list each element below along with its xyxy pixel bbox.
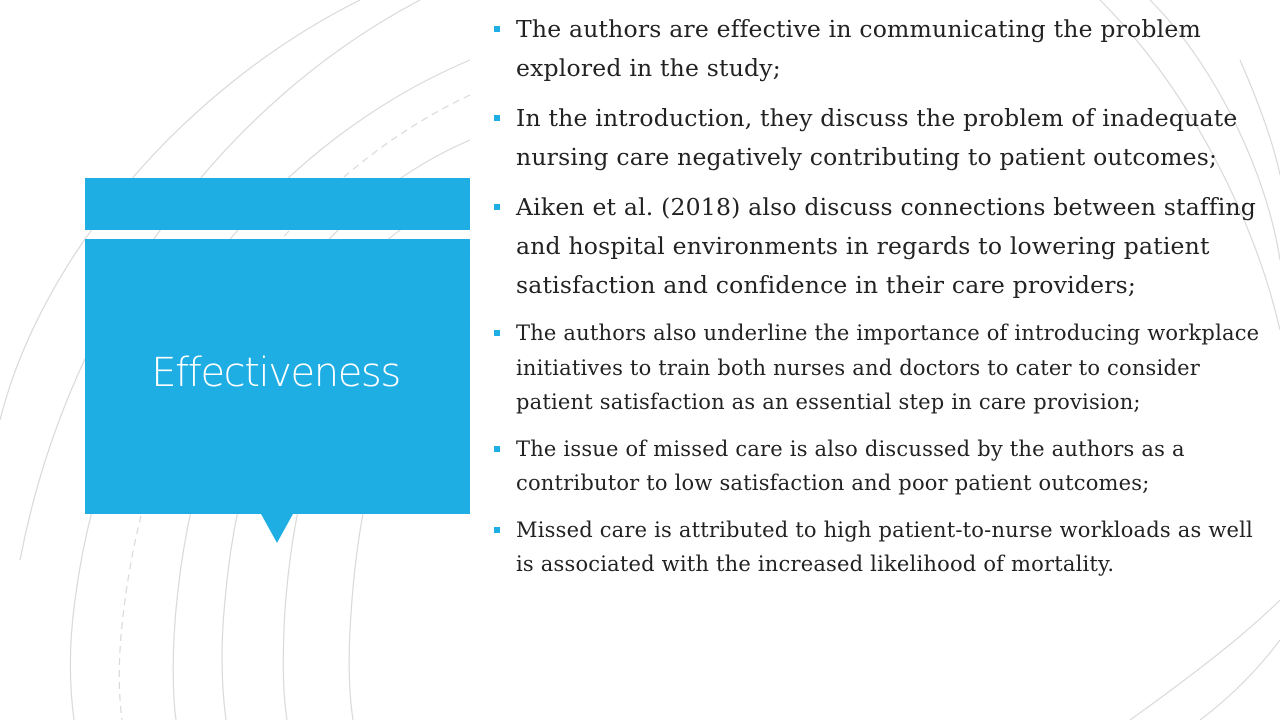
- bullet-text: Missed care is attributed to high patient-to-nurse workloads as well is associated with the increased likelihood of mortality.: [516, 517, 1253, 577]
- bullet-item: [492, 513, 1272, 582]
- title-box: [85, 239, 470, 514]
- square-bullet-icon: [494, 26, 500, 32]
- square-bullet-icon: [494, 446, 500, 452]
- square-bullet-icon: [494, 330, 500, 336]
- square-bullet-icon: [494, 115, 500, 121]
- bullet-item: [492, 432, 1272, 501]
- slide-content: [492, 10, 1272, 720]
- bullet-list: [492, 10, 1272, 582]
- title-accent-bar: [85, 178, 470, 230]
- bullet-item: [492, 99, 1272, 176]
- title-box-pointer: [261, 514, 293, 543]
- bullet-text: The authors are effective in communicating the problem explored in the study;: [516, 15, 1201, 82]
- bullet-text: The issue of missed care is also discussed by the authors as a contributor to low satisfaction and poor patient outcomes;: [516, 436, 1185, 496]
- square-bullet-icon: [494, 204, 500, 210]
- bullet-item: [492, 188, 1272, 304]
- bullet-item: [492, 10, 1272, 87]
- slide-title: Effectiveness: [151, 350, 400, 396]
- bullet-text: The authors also underline the importance of introducing workplace initiatives to train both nurses and doctors to cater to consider patient satisfaction as an essential step in care provision;: [516, 321, 1260, 415]
- square-bullet-icon: [494, 527, 500, 533]
- bullet-item: [492, 316, 1272, 420]
- bullet-text: Aiken et al. (2018) also discuss connections between staffing and hospital environments in regards to lowering patient satisfaction and confidence in their care providers;: [516, 193, 1256, 299]
- bullet-text: In the introduction, they discuss the problem of inadequate nursing care negatively contributing to patient outcomes;: [516, 104, 1238, 171]
